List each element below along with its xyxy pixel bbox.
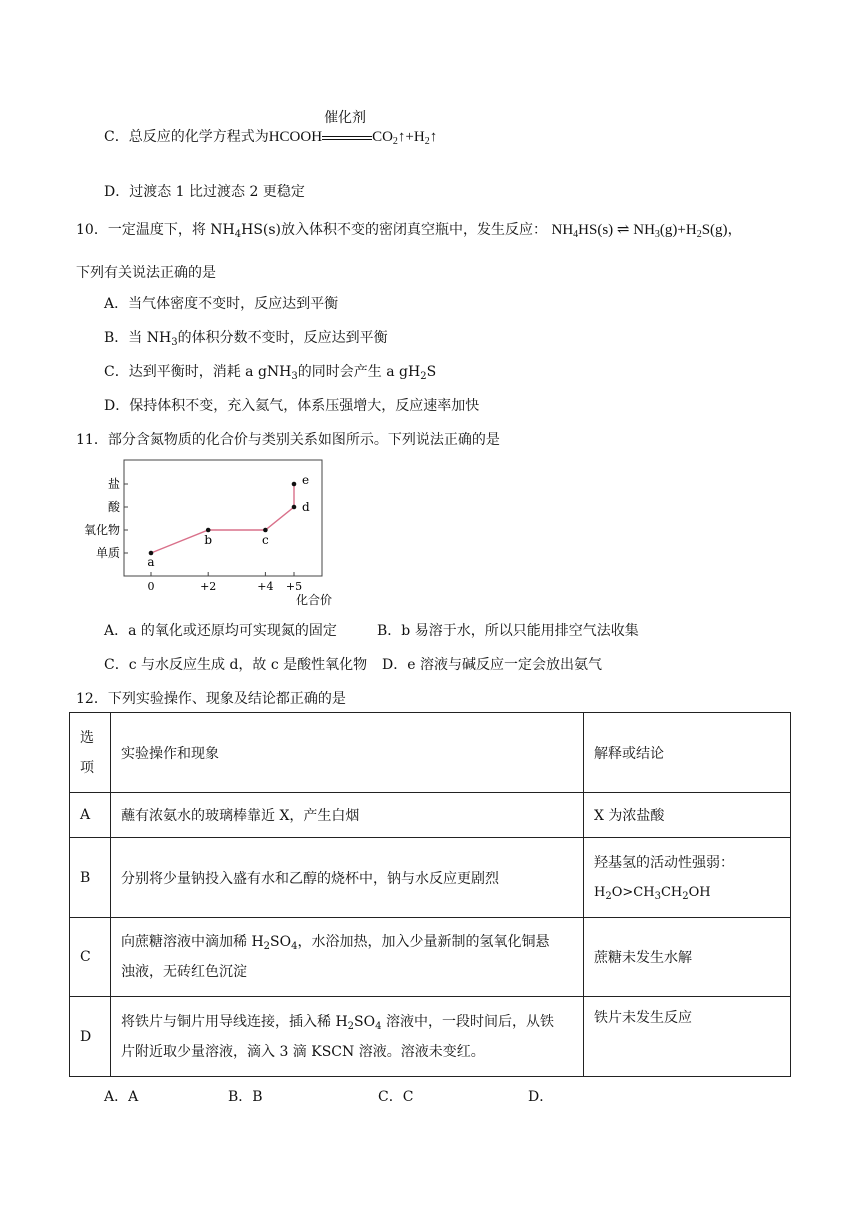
- y-category-label: 盐: [107, 477, 120, 491]
- q9-equation: HCOOH 催化剂 $CO_2↑+H_2↑$: [269, 129, 437, 145]
- point-d: [292, 505, 297, 510]
- table-row: [70, 918, 791, 997]
- row-option: A: [70, 793, 111, 838]
- x-axis-label: 化合价: [296, 593, 333, 607]
- q10-stem: 10．一定温度下，将 $NH_4HS(s)$放入体积不变的密闭真空瓶中，发生反应： $NH_4HS(s)$ ⇌ $NH_3(g)+H_2S(g)$，: [76, 222, 742, 240]
- q9-option-d: D．过渡态 1 比过渡态 2 更稳定: [104, 184, 305, 200]
- point-label-d: d: [302, 500, 310, 514]
- row-result: 羟基氢的活动性强弱： $H_2O>CH_3CH_2OH$: [584, 838, 791, 918]
- row-option: D: [70, 997, 111, 1077]
- point-label-a: a: [147, 555, 155, 569]
- q10-equation: $NH_4HS(s)$ ⇌ $NH_3(g)+H_2S(g)$: [551, 222, 728, 240]
- row-operation: 将铁片与铜片用导线连接，插入稀 $H_2SO_4$ 溶液中，一段时间后，从铁 片附近取少量溶液，滴入 3 滴 KSCN 溶液。溶液未变红。: [111, 997, 584, 1077]
- header-operation: 实验操作和现象: [111, 713, 584, 793]
- series-line: [151, 484, 294, 553]
- row-result: 蔗糖未发生水解: [584, 918, 791, 997]
- q12-choice-c: C．C: [378, 1089, 414, 1105]
- row-option: B: [70, 838, 111, 918]
- row-operation: 向蔗糖溶液中滴加稀 $H_2SO_4$，水浴加热，加入少量新制的氢氧化铜悬 浊液，无砖红色沉淀: [111, 918, 584, 997]
- catalyst-label: 催化剂: [324, 109, 367, 126]
- table-row: [70, 838, 791, 918]
- header-option: 选 项: [70, 713, 111, 793]
- q10-option-a: A．当气体密度不变时，反应达到平衡: [104, 296, 339, 312]
- q10-option-c: C．达到平衡时，消耗 a gNH$_3$的同时会产生 a $gH_2S$: [104, 364, 437, 382]
- x-tick-label: 0: [147, 580, 155, 593]
- y-category-label: 氧化物: [83, 523, 120, 537]
- point-e: [292, 482, 297, 487]
- q11-chart: [78, 458, 348, 610]
- q11-option-b: B．b 易溶于水，所以只能用排空气法收集: [377, 623, 639, 639]
- x-tick-label: +5: [285, 580, 303, 593]
- point-label-c: c: [262, 533, 269, 547]
- table-header: [70, 713, 791, 793]
- q11-option-d: D．e 溶液与碱反应一定会放出氨气: [382, 657, 602, 673]
- point-b: [206, 528, 211, 533]
- row-operation: 蘸有浓氨水的玻璃棒靠近 X，产生白烟: [111, 793, 584, 838]
- x-tick-label: +4: [257, 580, 274, 593]
- point-label-b: b: [204, 533, 213, 547]
- q10-option-b: B．当 $NH_3$的体积分数不变时，反应达到平衡: [104, 330, 388, 348]
- y-category-label: 单质: [95, 546, 120, 560]
- q12-table: [69, 712, 791, 1077]
- q11-option-a: A．a 的氧化或还原均可实现氮的固定: [104, 623, 337, 639]
- q10-stem-line2: 下列有关说法正确的是: [76, 265, 216, 281]
- x-tick-label: +2: [200, 580, 217, 593]
- formula-text: $H_2O>CH_3CH_2OH$: [594, 884, 711, 902]
- catalyst-arrow: [322, 109, 372, 145]
- row-operation: 分别将少量钠投入盛有水和乙醇的烧杯中，钠与水反应更剧烈: [111, 838, 584, 918]
- q11-stem: 11．部分含氮物质的化合价与类别关系如图所示。下列说法正确的是: [76, 432, 500, 448]
- q11-option-c: C．c 与水反应生成 d，故 c 是酸性氧化物: [104, 657, 368, 673]
- header-result: 解释或结论: [584, 713, 791, 793]
- row-result: X 为浓盐酸: [584, 793, 791, 838]
- point-label-e: e: [302, 473, 310, 487]
- row-result: 铁片未发生反应: [584, 997, 791, 1077]
- q9-option-c: C．总反应的化学方程式为HCOOH 催化剂 $CO_2↑+H_2↑$: [104, 126, 437, 146]
- row-option: C: [70, 918, 111, 997]
- q12-choice-d: D．: [528, 1089, 554, 1105]
- point-c: [263, 528, 268, 533]
- q12-stem: 12．下列实验操作、现象及结论都正确的是: [76, 691, 346, 707]
- q12-choice-a: A．A: [104, 1089, 139, 1105]
- table-row: [70, 793, 791, 838]
- q12-choice-b: B．B: [228, 1089, 263, 1105]
- table-row: [70, 997, 791, 1077]
- q10-option-d: D．保持体积不变，充入氦气，体系压强增大，反应速率加快: [104, 398, 480, 414]
- y-category-label: 酸: [107, 500, 120, 514]
